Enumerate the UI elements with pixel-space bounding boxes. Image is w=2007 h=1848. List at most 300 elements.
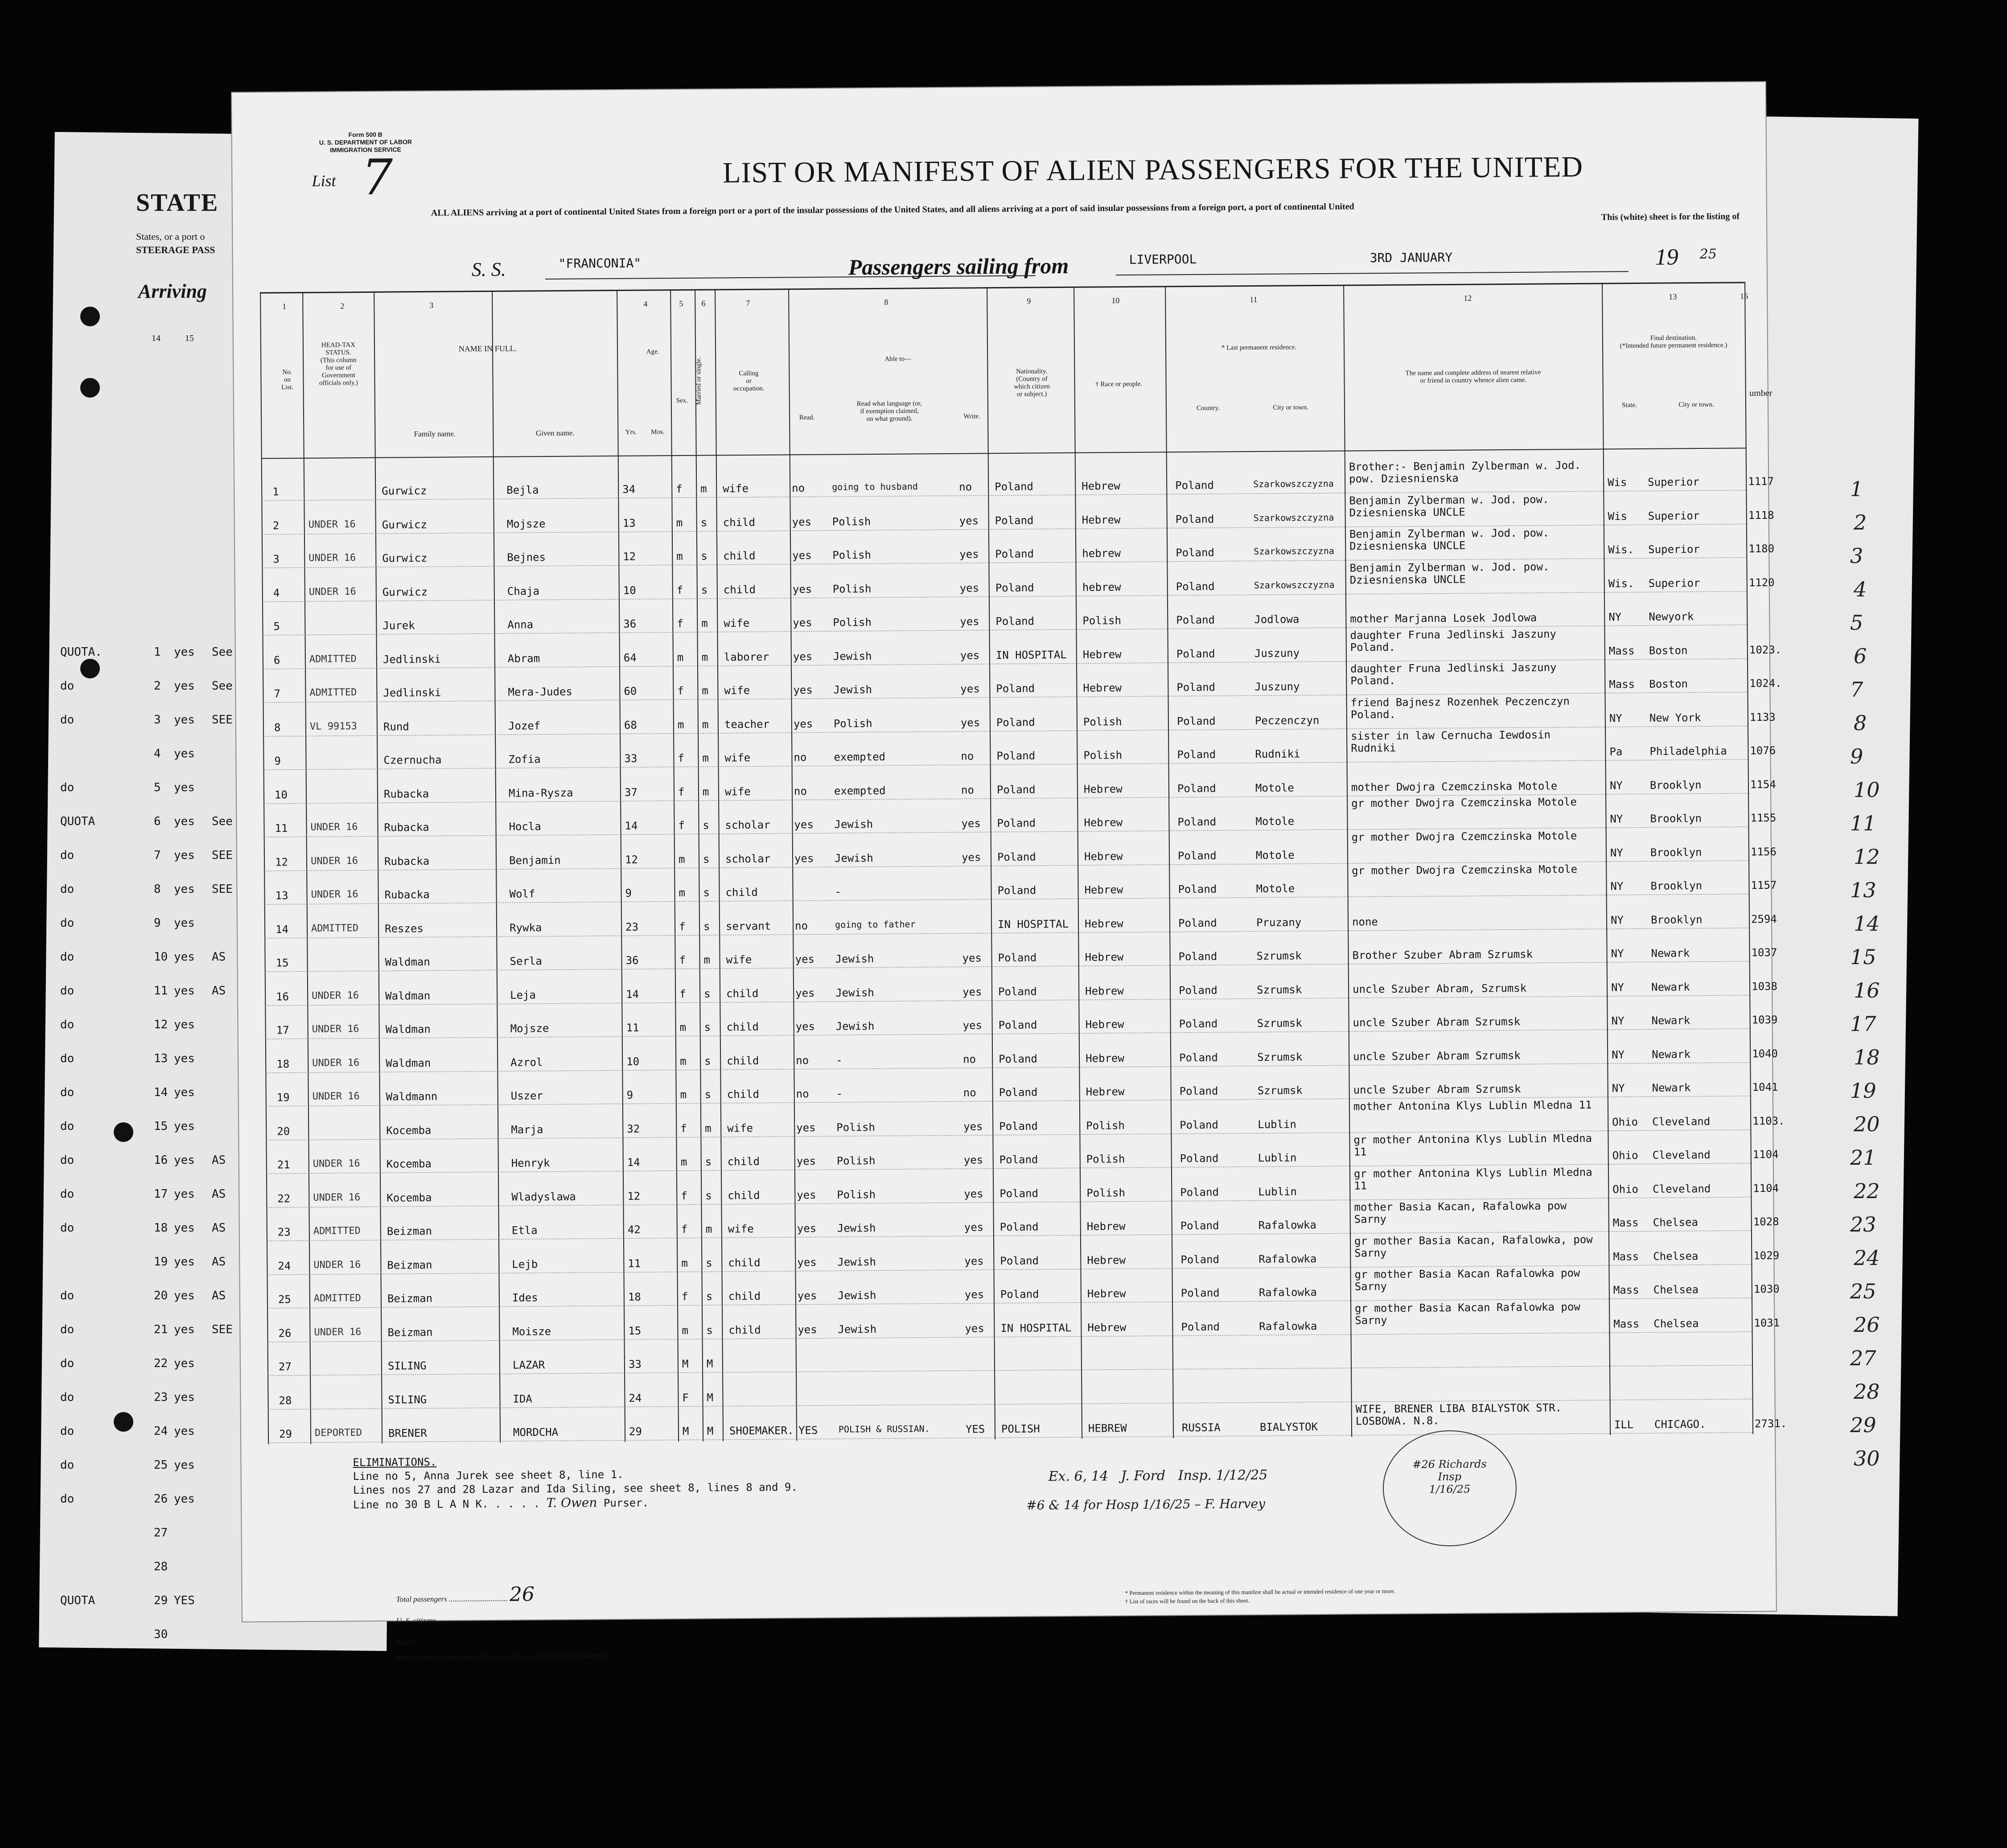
- margin-number: 4: [1854, 577, 1867, 601]
- cell-read: yes: [793, 717, 813, 730]
- cell-state: NY: [1611, 947, 1624, 960]
- cell-lang: POLISH & RUSSIAN.: [838, 1423, 930, 1435]
- cell-country: Poland: [1180, 1219, 1219, 1232]
- aliens-row: [396, 1630, 608, 1653]
- header-city-town: City or town.: [1678, 401, 1714, 409]
- ledger-cell-status: QUOTA: [60, 815, 95, 828]
- cell-age: 9: [626, 1088, 633, 1101]
- ledger-row: [51, 1034, 243, 1067]
- cell-sex: f: [679, 987, 686, 1000]
- cell-age: 42: [627, 1223, 641, 1236]
- cell-dest: Philadelphia: [1649, 744, 1727, 758]
- cell-given: Ides: [512, 1291, 538, 1304]
- cell-dest: Chelsea: [1653, 1283, 1699, 1296]
- cell-nat: Poland: [999, 1119, 1038, 1133]
- cell-sex: m: [681, 1257, 688, 1269]
- ledger-cell-num: 19: [154, 1255, 168, 1269]
- cell-country: Poland: [1178, 883, 1217, 896]
- cell-nat: Poland: [998, 951, 1037, 965]
- cell-relative: none: [1352, 915, 1378, 928]
- ledger-cell-num: 21: [154, 1323, 168, 1336]
- ledger-cell-status: do: [60, 713, 74, 727]
- cell-ms: s: [701, 583, 708, 596]
- cell-status: UNDER 16: [308, 518, 356, 530]
- margin-number: 29: [1850, 1413, 1876, 1437]
- cell-nat: Poland: [995, 581, 1034, 594]
- cell-sex: f: [681, 1290, 688, 1303]
- cell-family: Beizman: [387, 1258, 432, 1272]
- left-ledger: [51, 142, 243, 1641]
- list-number: 7: [361, 148, 393, 206]
- cell-age: 10: [623, 584, 636, 597]
- year-suffix: 25: [1699, 246, 1717, 263]
- cell-dest: Newark: [1652, 1081, 1691, 1094]
- ledger-row: [51, 1474, 243, 1507]
- ledger-row: [51, 1542, 243, 1575]
- cell-occ: child: [726, 987, 759, 1000]
- cell-state: Pa: [1609, 745, 1623, 758]
- ledger-cell-status: do: [60, 984, 74, 998]
- cell-age: 33: [628, 1358, 642, 1371]
- cell-relative: gr mother Dwojra Czemczinska Motole: [1351, 829, 1577, 844]
- footer-notes: [1125, 1587, 1395, 1606]
- cell-write: yes: [960, 615, 979, 628]
- ledger-cell-ticket: yes: [174, 645, 195, 659]
- ledger-row: [51, 899, 243, 932]
- cell-city: Motole: [1256, 882, 1295, 895]
- list-label: List: [312, 172, 336, 190]
- cell-race: Hebrew: [1084, 917, 1123, 930]
- ledger-cell-note: SEE: [212, 883, 233, 896]
- header-calling: [715, 370, 782, 393]
- cell-lang: Polish: [832, 515, 871, 528]
- eliminations-note: [353, 1453, 798, 1512]
- cell-sex: m: [680, 1155, 687, 1169]
- handwritten-circled-note: #26 Richards Insp 1/16/25: [1382, 1430, 1517, 1547]
- ledger-cell-note: SEE: [212, 713, 233, 727]
- cell-relative: gr mother Basia Kacan Rafalowka pow Sarny: [1354, 1266, 1580, 1293]
- cell-country: Poland: [1179, 1084, 1218, 1098]
- ledger-row: [51, 865, 243, 898]
- cell-family: Kocemba: [387, 1191, 432, 1204]
- cell-nat: IN HOSPITAL: [995, 648, 1067, 661]
- cell-family: Jedlinski: [382, 653, 441, 666]
- cell-write: yes: [963, 1154, 983, 1166]
- cell-no: 25: [278, 1293, 291, 1306]
- cell-nat: Poland: [1000, 1254, 1039, 1267]
- cell-occ: wife: [723, 482, 749, 495]
- cell-state: NY: [1612, 1082, 1625, 1095]
- margin-number: 23: [1850, 1212, 1876, 1236]
- cell-city: Rafalowka: [1258, 1219, 1316, 1232]
- cell-status: VL 99153: [309, 720, 357, 732]
- cell-ms: m: [701, 651, 708, 664]
- cell-nat: Poland: [995, 513, 1034, 527]
- cell-no: 1: [272, 485, 279, 498]
- cell-ms: s: [703, 886, 710, 899]
- cell-lang: Jewish: [835, 1019, 875, 1033]
- ledger-cell-num: 7: [154, 849, 161, 862]
- ledger-cell-ticket: yes: [174, 815, 195, 828]
- cell-no: 16: [276, 990, 289, 1003]
- eliminations-line-3: Line no 30 B L A N K. . . . .: [353, 1497, 540, 1511]
- cell-country: Poland: [1178, 950, 1217, 963]
- cell-occ: child: [728, 1256, 761, 1269]
- cell-dest: Superior: [1648, 543, 1700, 556]
- cell-age: 36: [625, 954, 639, 967]
- cell-nat: Poland: [999, 1187, 1039, 1200]
- ledger-cell-status: do: [60, 781, 74, 794]
- cell-ms: M: [707, 1391, 714, 1404]
- cell-age: 11: [626, 1021, 639, 1034]
- cell-nat: Poland: [996, 749, 1036, 763]
- cell-race: Hebrew: [1083, 682, 1122, 694]
- ledger-cell-status: do: [60, 1323, 74, 1336]
- header-state: State.: [1622, 402, 1637, 409]
- cell-occ: child: [727, 1054, 759, 1067]
- cell-age: 13: [622, 517, 636, 530]
- cell-family: Rubacka: [384, 821, 429, 834]
- cell-ms: M: [706, 1357, 713, 1370]
- cell-status: UNDER 16: [308, 586, 356, 598]
- cell-dest: Newark: [1651, 1014, 1690, 1027]
- cell-given: Mojsze: [510, 1022, 549, 1035]
- cell-nat: Poland: [997, 850, 1036, 863]
- ledger-cell-status: do: [60, 1357, 74, 1370]
- cell-dest: Brooklyn: [1650, 812, 1702, 825]
- cell-read: no: [794, 751, 807, 764]
- cell-status: UNDER 16: [312, 990, 359, 1002]
- cell-race: Hebrew: [1087, 1253, 1126, 1267]
- cell-family: Waldman: [385, 989, 431, 1002]
- header-nationality: [991, 368, 1072, 398]
- cell-family: BRENER: [388, 1427, 427, 1440]
- eliminations-title: ELIMINATIONS.: [353, 1455, 437, 1469]
- cell-write: no: [959, 480, 972, 493]
- cell-state: Wis.: [1608, 543, 1634, 556]
- ledger-cell-note: AS: [212, 1255, 226, 1269]
- ledger-cell-num: 29: [154, 1594, 168, 1607]
- column-number: 8: [884, 297, 888, 307]
- eliminations-line-2: Lines nos 27 and 28 Lazar and Ida Siling, see sheet 8, lines 8 and 9.: [353, 1481, 798, 1497]
- ledger-cell-num: 3: [154, 713, 161, 727]
- column-number: 13: [1669, 292, 1677, 301]
- cell-state: NY: [1610, 880, 1624, 893]
- cell-given: Jozef: [508, 719, 541, 732]
- cell-nat: IN HOSPITAL: [1000, 1321, 1072, 1335]
- cell-nat: Poland: [997, 884, 1036, 897]
- cell-read: no: [794, 919, 808, 932]
- cell-family: Beizman: [387, 1224, 432, 1238]
- cell-read: no: [792, 482, 805, 495]
- cell-age: 34: [622, 483, 636, 496]
- total-passengers-value: 26: [509, 1583, 535, 1606]
- cell-age: 23: [625, 920, 639, 933]
- cell-read: yes: [797, 1222, 817, 1235]
- cell-age: 60: [624, 685, 637, 698]
- cell-write: YES: [965, 1423, 985, 1436]
- header-head-tax: [305, 341, 372, 387]
- cell-race: Hebrew: [1085, 984, 1124, 998]
- cell-number: 1028: [1753, 1215, 1779, 1228]
- handwritten-note-1: Ex. 6, 14 J. Ford Insp. 1/12/25: [1048, 1467, 1268, 1485]
- cell-country: Poland: [1175, 479, 1214, 492]
- ledger-cell-num: 23: [154, 1391, 168, 1404]
- margin-number: 7: [1850, 678, 1863, 702]
- binder-hole: [114, 1122, 133, 1142]
- margin-number: 22: [1854, 1179, 1880, 1203]
- cell-city: Motole: [1255, 848, 1295, 862]
- header-race: † Race or people.: [1095, 380, 1143, 388]
- cell-number: 1038: [1751, 980, 1777, 993]
- column-number: 6: [701, 299, 706, 308]
- cell-number: 1041: [1752, 1080, 1778, 1094]
- cell-city: Rafalowka: [1259, 1319, 1317, 1333]
- cell-occ: SHOEMAKER.: [729, 1424, 794, 1437]
- cell-country: Poland: [1180, 1286, 1220, 1300]
- cell-city: Juszuny: [1254, 646, 1300, 660]
- cell-state: NY: [1610, 913, 1624, 926]
- cell-ms: s: [700, 516, 707, 529]
- ledger-cell-status: do: [60, 1221, 74, 1235]
- cell-no: 21: [277, 1158, 290, 1171]
- cell-family: Waldman: [385, 1023, 431, 1036]
- cell-no: 7: [274, 687, 280, 700]
- cell-sex: m: [680, 1088, 687, 1101]
- ledger-cell-note: See: [212, 815, 233, 828]
- cell-age: 12: [623, 550, 636, 563]
- ledger-cell-num: 4: [154, 747, 161, 760]
- header-sex: Sex.: [676, 397, 688, 405]
- cell-dest: Cleveland: [1653, 1182, 1711, 1195]
- cell-number: 1118: [1748, 509, 1774, 522]
- cell-read: yes: [792, 549, 812, 562]
- cell-sex: f: [676, 583, 683, 596]
- cell-race: Hebrew: [1087, 1287, 1126, 1300]
- ledger-cell-status: do: [60, 950, 74, 964]
- margin-number: 2: [1854, 510, 1867, 534]
- cell-state: Mass: [1613, 1317, 1640, 1330]
- table-header-rule: [261, 448, 1746, 459]
- cell-number: 1024.: [1749, 677, 1782, 690]
- ledger-cell-note: SEE: [212, 849, 233, 862]
- cell-read: yes: [793, 650, 813, 663]
- cell-read: no: [796, 1088, 809, 1101]
- cell-lang: exempted: [834, 750, 886, 764]
- cell-state: NY: [1609, 779, 1623, 792]
- ledger-cell-status: do: [60, 1458, 74, 1472]
- ledger-row: [51, 1305, 243, 1338]
- cell-number: 1180: [1748, 542, 1775, 555]
- cell-status: UNDER 16: [310, 821, 358, 833]
- cell-race: Polish: [1086, 1186, 1126, 1199]
- cell-family: Rubacka: [384, 888, 430, 901]
- cell-no: 26: [278, 1326, 292, 1339]
- cell-write: yes: [963, 1120, 983, 1133]
- purser-signature: T. Owen: [546, 1495, 597, 1511]
- cell-nat: IN HOSPITAL: [997, 917, 1069, 931]
- cell-sex: f: [681, 1223, 688, 1236]
- cell-status: UNDER 16: [308, 552, 356, 564]
- cell-no: 8: [274, 721, 281, 734]
- cell-no: 22: [277, 1192, 291, 1205]
- header-text: Calling or occupation.: [733, 370, 765, 393]
- cell-city: Jodlowa: [1254, 613, 1300, 626]
- cell-nat: Poland: [996, 715, 1035, 729]
- cell-relative: mother Antonina Klys Lublin Mledna 11: [1353, 1098, 1592, 1113]
- cell-no: 20: [277, 1125, 290, 1138]
- cell-relative: uncle Szuber Abram, Szrumsk: [1353, 981, 1527, 995]
- cell-write: yes: [962, 1019, 983, 1032]
- ledger-cell-num: 30: [154, 1628, 168, 1641]
- cell-city: Szrumsk: [1257, 1084, 1303, 1097]
- cell-age: 32: [627, 1122, 640, 1135]
- ledger-cell-status: do: [60, 1425, 74, 1438]
- manifest-sheet: [232, 82, 1787, 1662]
- cell-read: yes: [792, 515, 812, 528]
- cell-occ: child: [723, 549, 756, 563]
- cell-lang: Jewish: [833, 649, 872, 663]
- cell-given: Rywka: [509, 921, 542, 934]
- cell-ms: s: [705, 1189, 712, 1202]
- cell-ms: s: [703, 819, 710, 832]
- cell-family: Reszes: [385, 922, 424, 935]
- cell-race: Polish: [1083, 715, 1122, 728]
- cell-race: Hebrew: [1087, 1321, 1127, 1334]
- cell-sex: f: [678, 752, 684, 765]
- cell-state: NY: [1609, 711, 1622, 724]
- cell-read: yes: [797, 1289, 817, 1302]
- cell-occ: laborer: [724, 650, 769, 663]
- cell-state: NY: [1611, 981, 1625, 994]
- ledger-cell-status: do: [60, 1289, 74, 1302]
- cell-ms: m: [703, 953, 711, 966]
- cell-lang: Jewish: [837, 1221, 876, 1235]
- cell-country: Poland: [1176, 647, 1215, 660]
- cell-race: Hebrew: [1084, 850, 1123, 863]
- cell-no: 9: [274, 755, 281, 768]
- cell-dest: Cleveland: [1652, 1148, 1711, 1162]
- cell-relative: friend Bajnesz Rozenhek Peczenczyn Poland.: [1350, 694, 1570, 721]
- cell-given: Anna: [507, 618, 534, 631]
- margin-number: 27: [1850, 1346, 1876, 1370]
- margin-number: 30: [1854, 1446, 1880, 1470]
- cell-given: Henryk: [511, 1157, 550, 1170]
- header-text: HEAD-TAX STATUS. (This column for use of Government officials only.): [319, 341, 358, 387]
- margin-number: 18: [1854, 1045, 1880, 1069]
- ledger-cell-num: 10: [154, 950, 168, 964]
- ledger-cell-num: 12: [154, 1018, 168, 1031]
- cell-no: 18: [276, 1057, 290, 1070]
- cell-sex: f: [678, 785, 685, 798]
- cell-status: UNDER 16: [313, 1158, 360, 1170]
- cell-family: Kocemba: [386, 1124, 432, 1137]
- cell-city: Szarkowszczyzna: [1253, 512, 1334, 523]
- ledger-cell-status: do: [60, 849, 74, 862]
- cell-family: Czernucha: [383, 753, 442, 767]
- cell-ms: s: [704, 987, 711, 1000]
- column-number: 12: [1464, 293, 1472, 303]
- margin-number: 14: [1854, 912, 1880, 936]
- cell-occ: scholar: [725, 852, 771, 865]
- cell-given: Uszer: [510, 1089, 543, 1102]
- header-language: [823, 400, 956, 423]
- cell-nat: Poland: [996, 682, 1035, 695]
- cell-status: UNDER 16: [313, 1259, 361, 1271]
- cell-race: Hebrew: [1082, 648, 1122, 661]
- cell-number: 1156: [1750, 845, 1777, 858]
- cell-city: Juszuny: [1254, 680, 1300, 694]
- port-underline: [1116, 271, 1629, 275]
- cell-state: NY: [1612, 1048, 1625, 1061]
- header-text: Final destination. (*Intended future permanent residence.): [1620, 334, 1727, 350]
- cell-lang: exempted: [834, 784, 886, 797]
- ledger-cell-ticket: yes: [174, 950, 195, 964]
- cell-lang: Jewish: [835, 952, 874, 965]
- header-final-destination: [1607, 334, 1740, 350]
- margin-number: 6: [1854, 644, 1867, 668]
- cell-state: Ohio: [1612, 1115, 1638, 1128]
- cell-dest: Newark: [1651, 947, 1690, 960]
- cell-state: ILL: [1614, 1418, 1634, 1431]
- cell-nat: Poland: [995, 547, 1034, 561]
- cell-city: Peczenczyn: [1254, 714, 1320, 727]
- ledger-title: STATE: [136, 189, 219, 217]
- cell-given: Chaja: [507, 584, 540, 598]
- cell-ms: m: [705, 1122, 711, 1135]
- cell-given: Wolf: [509, 887, 535, 900]
- cell-relative: gr mother Basia Kacan, Rafalowka, pow Sarny: [1354, 1233, 1593, 1259]
- cell-lang: -: [835, 885, 842, 898]
- ledger-cell-num: 6: [154, 815, 161, 828]
- cell-read: yes: [793, 616, 812, 629]
- ledger-cell-status: do: [60, 1187, 74, 1201]
- cell-no: 14: [276, 923, 289, 936]
- cell-relative: Brother:- Benjamin Zylberman w. Jod. pow. Dziesnienska: [1349, 459, 1581, 485]
- cell-occ: child: [726, 1020, 759, 1034]
- cell-given: Mera-Judes: [508, 685, 572, 698]
- cell-given: Azrol: [510, 1055, 543, 1069]
- cell-lang: Polish: [833, 616, 872, 629]
- cell-city: Pruzany: [1256, 916, 1302, 929]
- ledger-cell-ticket: yes: [174, 1255, 195, 1269]
- cell-write: yes: [960, 649, 980, 662]
- cell-write: yes: [964, 1187, 983, 1200]
- ledger-cell-note: AS: [212, 1154, 226, 1167]
- cell-number: 2731.: [1754, 1417, 1787, 1430]
- cell-country: Poland: [1177, 782, 1216, 795]
- ledger-cell-ticket: yes: [174, 1492, 195, 1506]
- cell-city: Szarkowszczyzna: [1253, 478, 1334, 490]
- cell-dest: New York: [1649, 711, 1701, 724]
- cell-read: YES: [798, 1424, 818, 1437]
- cell-family: Beizman: [387, 1326, 433, 1339]
- header-married: Married or single.: [695, 357, 703, 405]
- cell-sex: m: [679, 886, 686, 899]
- cell-city: BIALYSTOK: [1259, 1421, 1318, 1433]
- cell-given: Bejla: [506, 484, 539, 497]
- cell-number: 1155: [1750, 811, 1777, 825]
- cell-read: yes: [793, 683, 813, 697]
- sailing-label: Passengers sailing from: [848, 253, 1069, 280]
- cell-given: Hocla: [509, 820, 541, 833]
- cell-dest: CHICAGO.: [1654, 1417, 1706, 1431]
- cell-read: yes: [795, 986, 815, 999]
- ledger-cell-ticket: yes: [174, 916, 195, 930]
- cell-city: Szarkowszczyzna: [1254, 579, 1335, 591]
- ledger-cell-ticket: yes: [174, 747, 195, 760]
- cell-write: yes: [965, 1322, 984, 1335]
